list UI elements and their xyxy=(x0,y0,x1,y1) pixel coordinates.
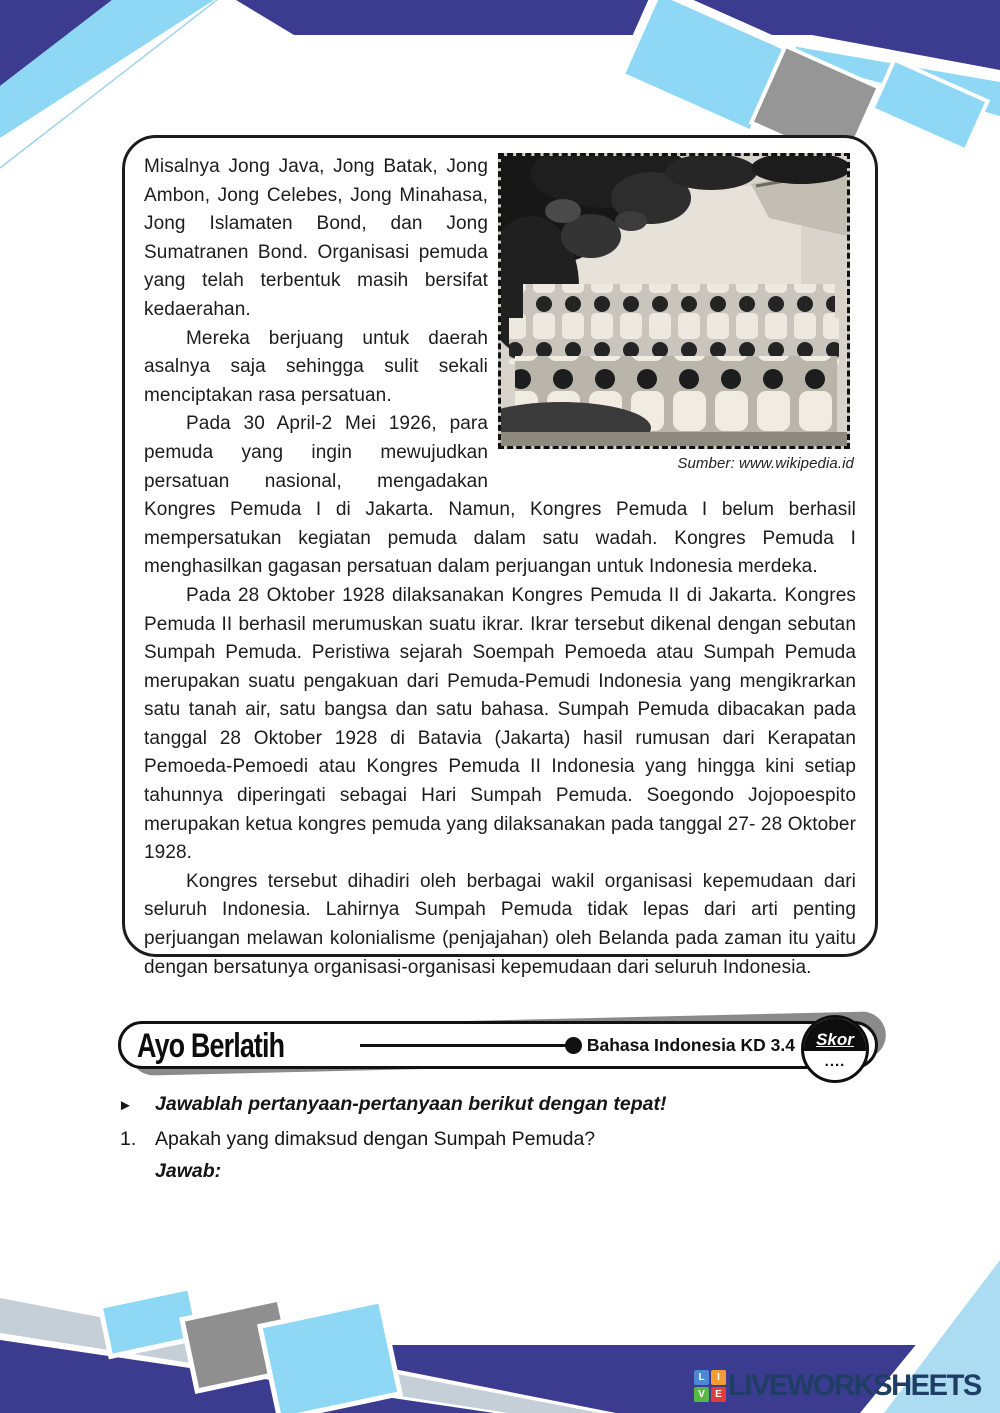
article-text xyxy=(144,153,856,982)
reading-passage-box xyxy=(122,135,878,978)
score-badge-label: Skor xyxy=(804,1018,866,1051)
paragraph-2: Mereka berjuang untuk daerah asalnya saja sehingga sulit sekali menciptakan rasa persatuan. xyxy=(144,327,488,406)
photo-figure xyxy=(498,153,856,473)
paragraph-1: Misalnya Jong Java, Jong Batak, Jong Ambon, Jong Celebes, Jong Minahasa, Jong Islamaten Bond, dan Jong Sumatranen Bond. Organisasi pemuda yang telah terbentuk masih bersifat kedaerahan. xyxy=(144,156,488,320)
question-1-text: Apakah yang dimaksud dengan Sumpah Pemuda? xyxy=(155,1128,596,1150)
paragraph-3: Pada 30 April-2 Mei 1926, para pemuda yang ingin mewujudkan persatuan nasional, mengadakan Kongres Pemuda I di Jakarta. Namun, Kongres Pemuda I belum berhasil mempersatukan kegiatan pemuda dalam satu wadah. Kongres Pemuda I menghasilkan gagasan persatuan dalam perjuangan untuk Indonesia merdeka. xyxy=(144,413,856,578)
score-badge-value: .... xyxy=(824,1053,846,1070)
exercise-instruction: Jawablah pertanyaan-pertanyaan berikut dengan tepat! xyxy=(155,1093,667,1115)
group-photo-graphic xyxy=(501,156,847,446)
banner-title: Ayo Berlatih xyxy=(137,1025,285,1064)
logo-letter-l: L xyxy=(694,1370,709,1385)
answer-label: Jawab: xyxy=(155,1160,222,1182)
exercise-instruction-row xyxy=(118,1092,880,1118)
paragraph-4: Pada 28 Oktober 1928 dilaksanakan Kongres Pemuda II di Jakarta. Kongres Pemuda II berhasil merumuskan suatu ikrar. Ikrar tersebut dikenal dengan sebutan Sumpah Pemuda. Peristiwa sejarah Soempah Pemoeda atau Sumpah Pemuda merupakan suatu pengakuan dari Pemuda-Pemudi Indonesia yang mengikrarkan satu tanah air, satu bangsa dan satu bahasa. Sumpah Pemuda dibacakan pada tanggal 28 Oktober 1928 di Batavia (Jakarta) hasil rumusan dari Kerapatan Pemoeda-Pemoedi atau Kongres Pemuda II Indonesia yang hingga kini setiap tahunnya diperingati sebagai Hari Sumpah Pemuda. Soegondo Jojopoespito merupakan ketua kongres pemuda yang dilaksanakan pada tanggal 27- 28 Oktober 1928. xyxy=(144,584,856,864)
section-banner xyxy=(118,1021,878,1069)
banner-subject-label: Bahasa Indonesia KD 3.4 xyxy=(586,1034,795,1055)
paragraph-5: Kongres tersebut dihadiri oleh berbagai wakil organisasi kepemudaan dari seluruh Indonesia. Lahirnya Sumpah Pemuda tidak lepas dari arti penting perjuangan melawan kolonialisme (penjajahan) oleh Belanda pada zaman itu yaitu dengan bersatunya organisasi-organisasi kepemudaan dari seluruh Indonesia. xyxy=(144,870,856,978)
logo-letter-v: V xyxy=(694,1387,709,1402)
congress-photo xyxy=(498,153,850,449)
question-1-number: 1. xyxy=(120,1128,137,1150)
banner-body xyxy=(118,1021,878,1069)
score-badge xyxy=(801,1015,869,1083)
banner-divider-line xyxy=(360,1044,574,1047)
exercise-section xyxy=(118,1092,880,1183)
arrow-bullet-icon: ► xyxy=(118,1097,133,1114)
photo-caption: Sumber: www.wikipedia.id xyxy=(677,455,854,472)
liveworksheets-logo-icon xyxy=(694,1370,726,1402)
question-1-row xyxy=(118,1127,880,1151)
logo-letter-i: I xyxy=(711,1370,726,1385)
liveworksheets-logo-text: LIVEWORKSHEETS xyxy=(728,1369,981,1402)
logo-letter-e: E xyxy=(711,1387,726,1402)
liveworksheets-logo xyxy=(694,1369,989,1403)
